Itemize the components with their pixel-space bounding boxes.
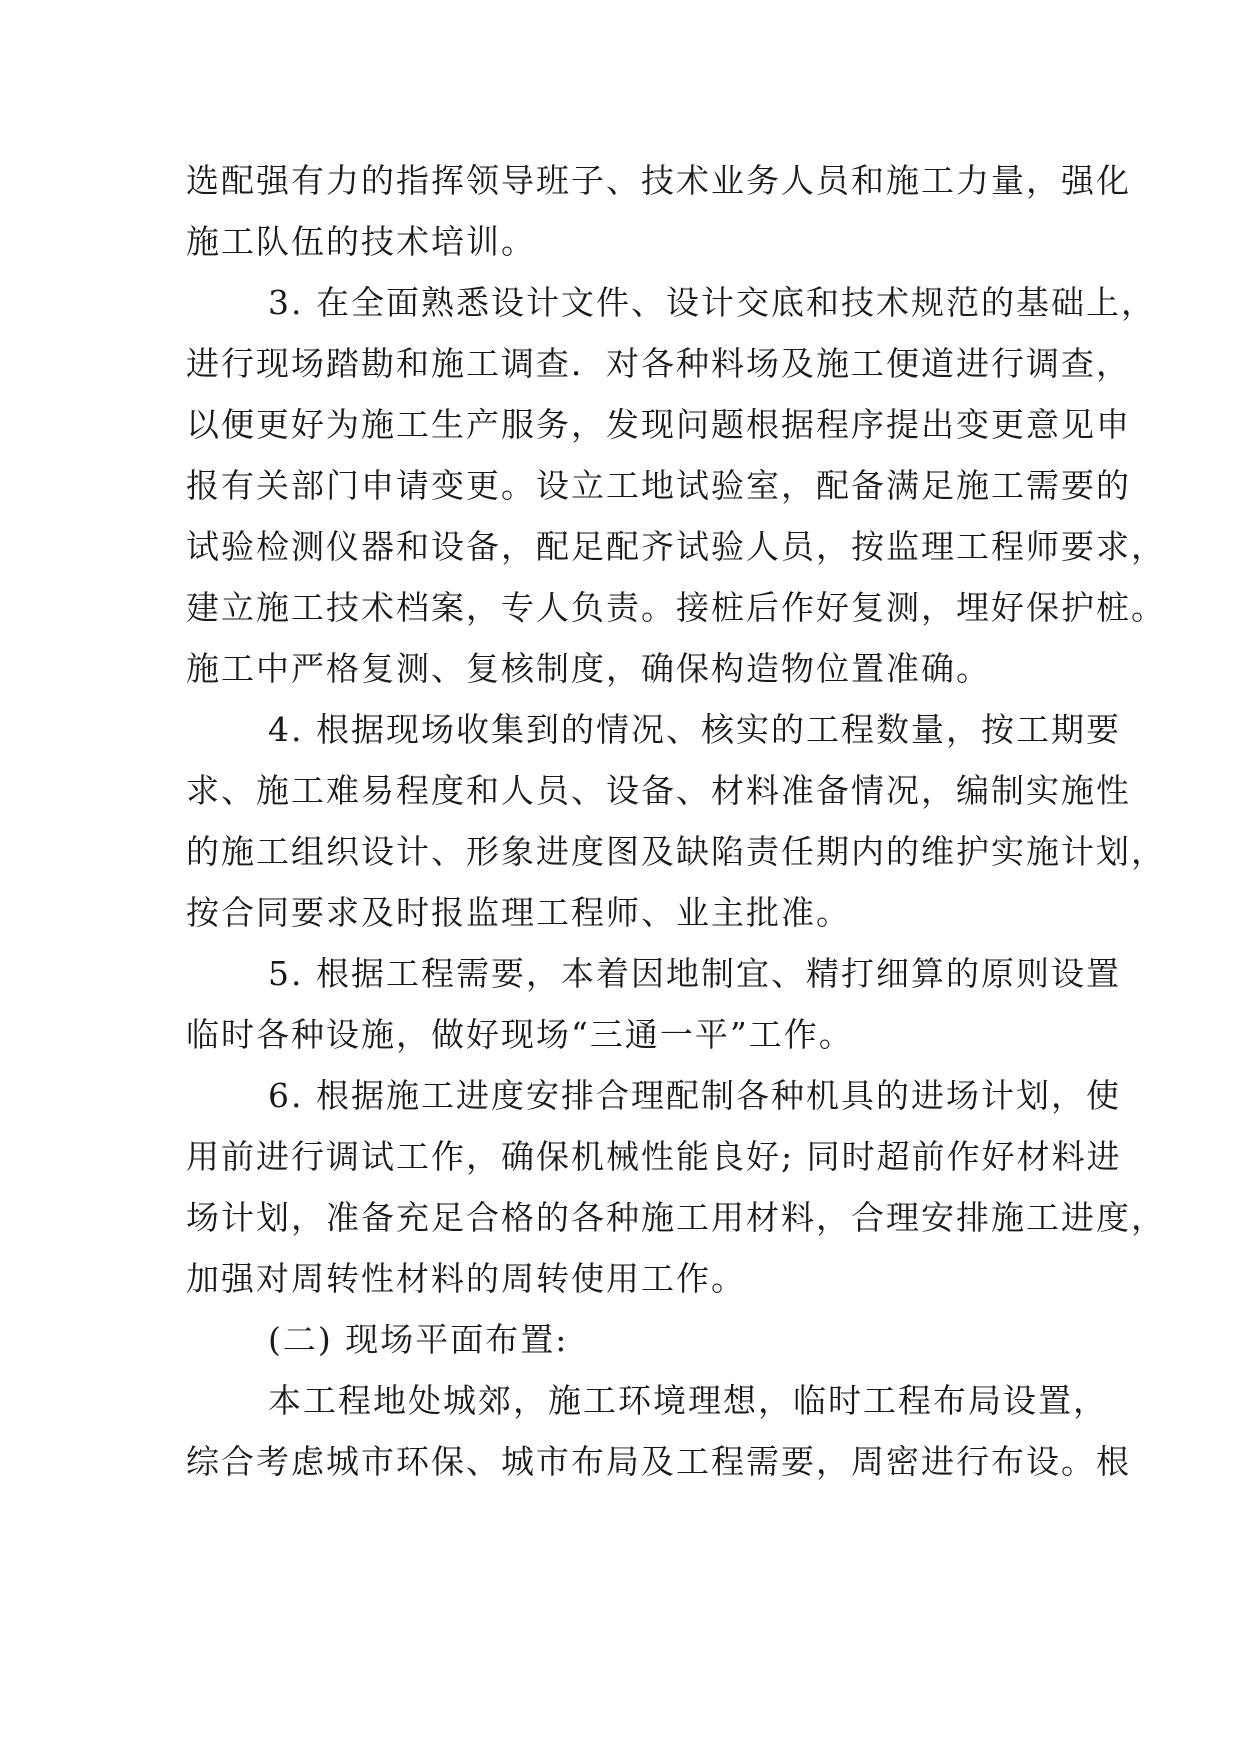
text-line: 施工中严格复测、复核制度，确保构造物位置准确。 bbox=[186, 649, 991, 688]
text-line: 求、施工难易程度和人员、设备、材料准备情况，编制实施性 bbox=[186, 771, 1131, 810]
paragraph-item-6-start: 6. 根据施工进度安排合理配制各种机具的进场计划，使 bbox=[268, 1076, 1121, 1115]
text-line: 场计划，准备充足合格的各种施工用材料，合理安排施工进度， bbox=[186, 1198, 1166, 1237]
paragraph-item-4-start: 4. 根据现场收集到的情况、核实的工程数量，按工期要 bbox=[268, 710, 1121, 749]
paragraph-start: 本工程地处城郊，施工环境理想，临时工程布局设置， bbox=[268, 1381, 1108, 1420]
text-line: 加强对周转性材料的周转使用工作。 bbox=[186, 1259, 746, 1298]
text-line: 用前进行调试工作，确保机械性能良好; 同时超前作好材料进 bbox=[186, 1137, 1122, 1176]
text-line: 临时各种设施，做好现场“三通一平”工作。 bbox=[186, 1015, 854, 1054]
section-heading: (二) 现场平面布置: bbox=[268, 1320, 569, 1359]
text-line: 试验检测仪器和设备，配足配齐试验人员，按监理工程师要求， bbox=[186, 527, 1166, 566]
paragraph-item-5-start: 5. 根据工程需要，本着因地制宜、精打细算的原则设置 bbox=[268, 954, 1121, 993]
paragraph-item-3-start: 3. 在全面熟悉设计文件、设计交底和技术规范的基础上， bbox=[268, 283, 1156, 322]
text-line: 以便更好为施工生产服务，发现问题根据程序提出变更意见申 bbox=[186, 405, 1131, 444]
document-page bbox=[186, 150, 1166, 1492]
text-line: 的施工组织设计、形象进度图及缺陷责任期内的维护实施计划， bbox=[186, 832, 1166, 871]
text-line: 施工队伍的技术培训。 bbox=[186, 222, 536, 261]
text-line: 进行现场踏勘和施工调查．对各种料场及施工便道进行调查， bbox=[186, 344, 1131, 383]
text-line: 按合同要求及时报监理工程师、业主批准。 bbox=[186, 893, 851, 932]
text-line: 建立施工技术档案，专人负责。接桩后作好复测，埋好保护桩。 bbox=[186, 588, 1166, 627]
text-line: 选配强有力的指挥领导班子、技术业务人员和施工力量，强化 bbox=[186, 161, 1131, 200]
text-line: 报有关部门申请变更。设立工地试验室，配备满足施工需要的 bbox=[186, 466, 1131, 505]
text-line: 综合考虑城市环保、城市布局及工程需要，周密进行布设。根 bbox=[186, 1442, 1131, 1481]
